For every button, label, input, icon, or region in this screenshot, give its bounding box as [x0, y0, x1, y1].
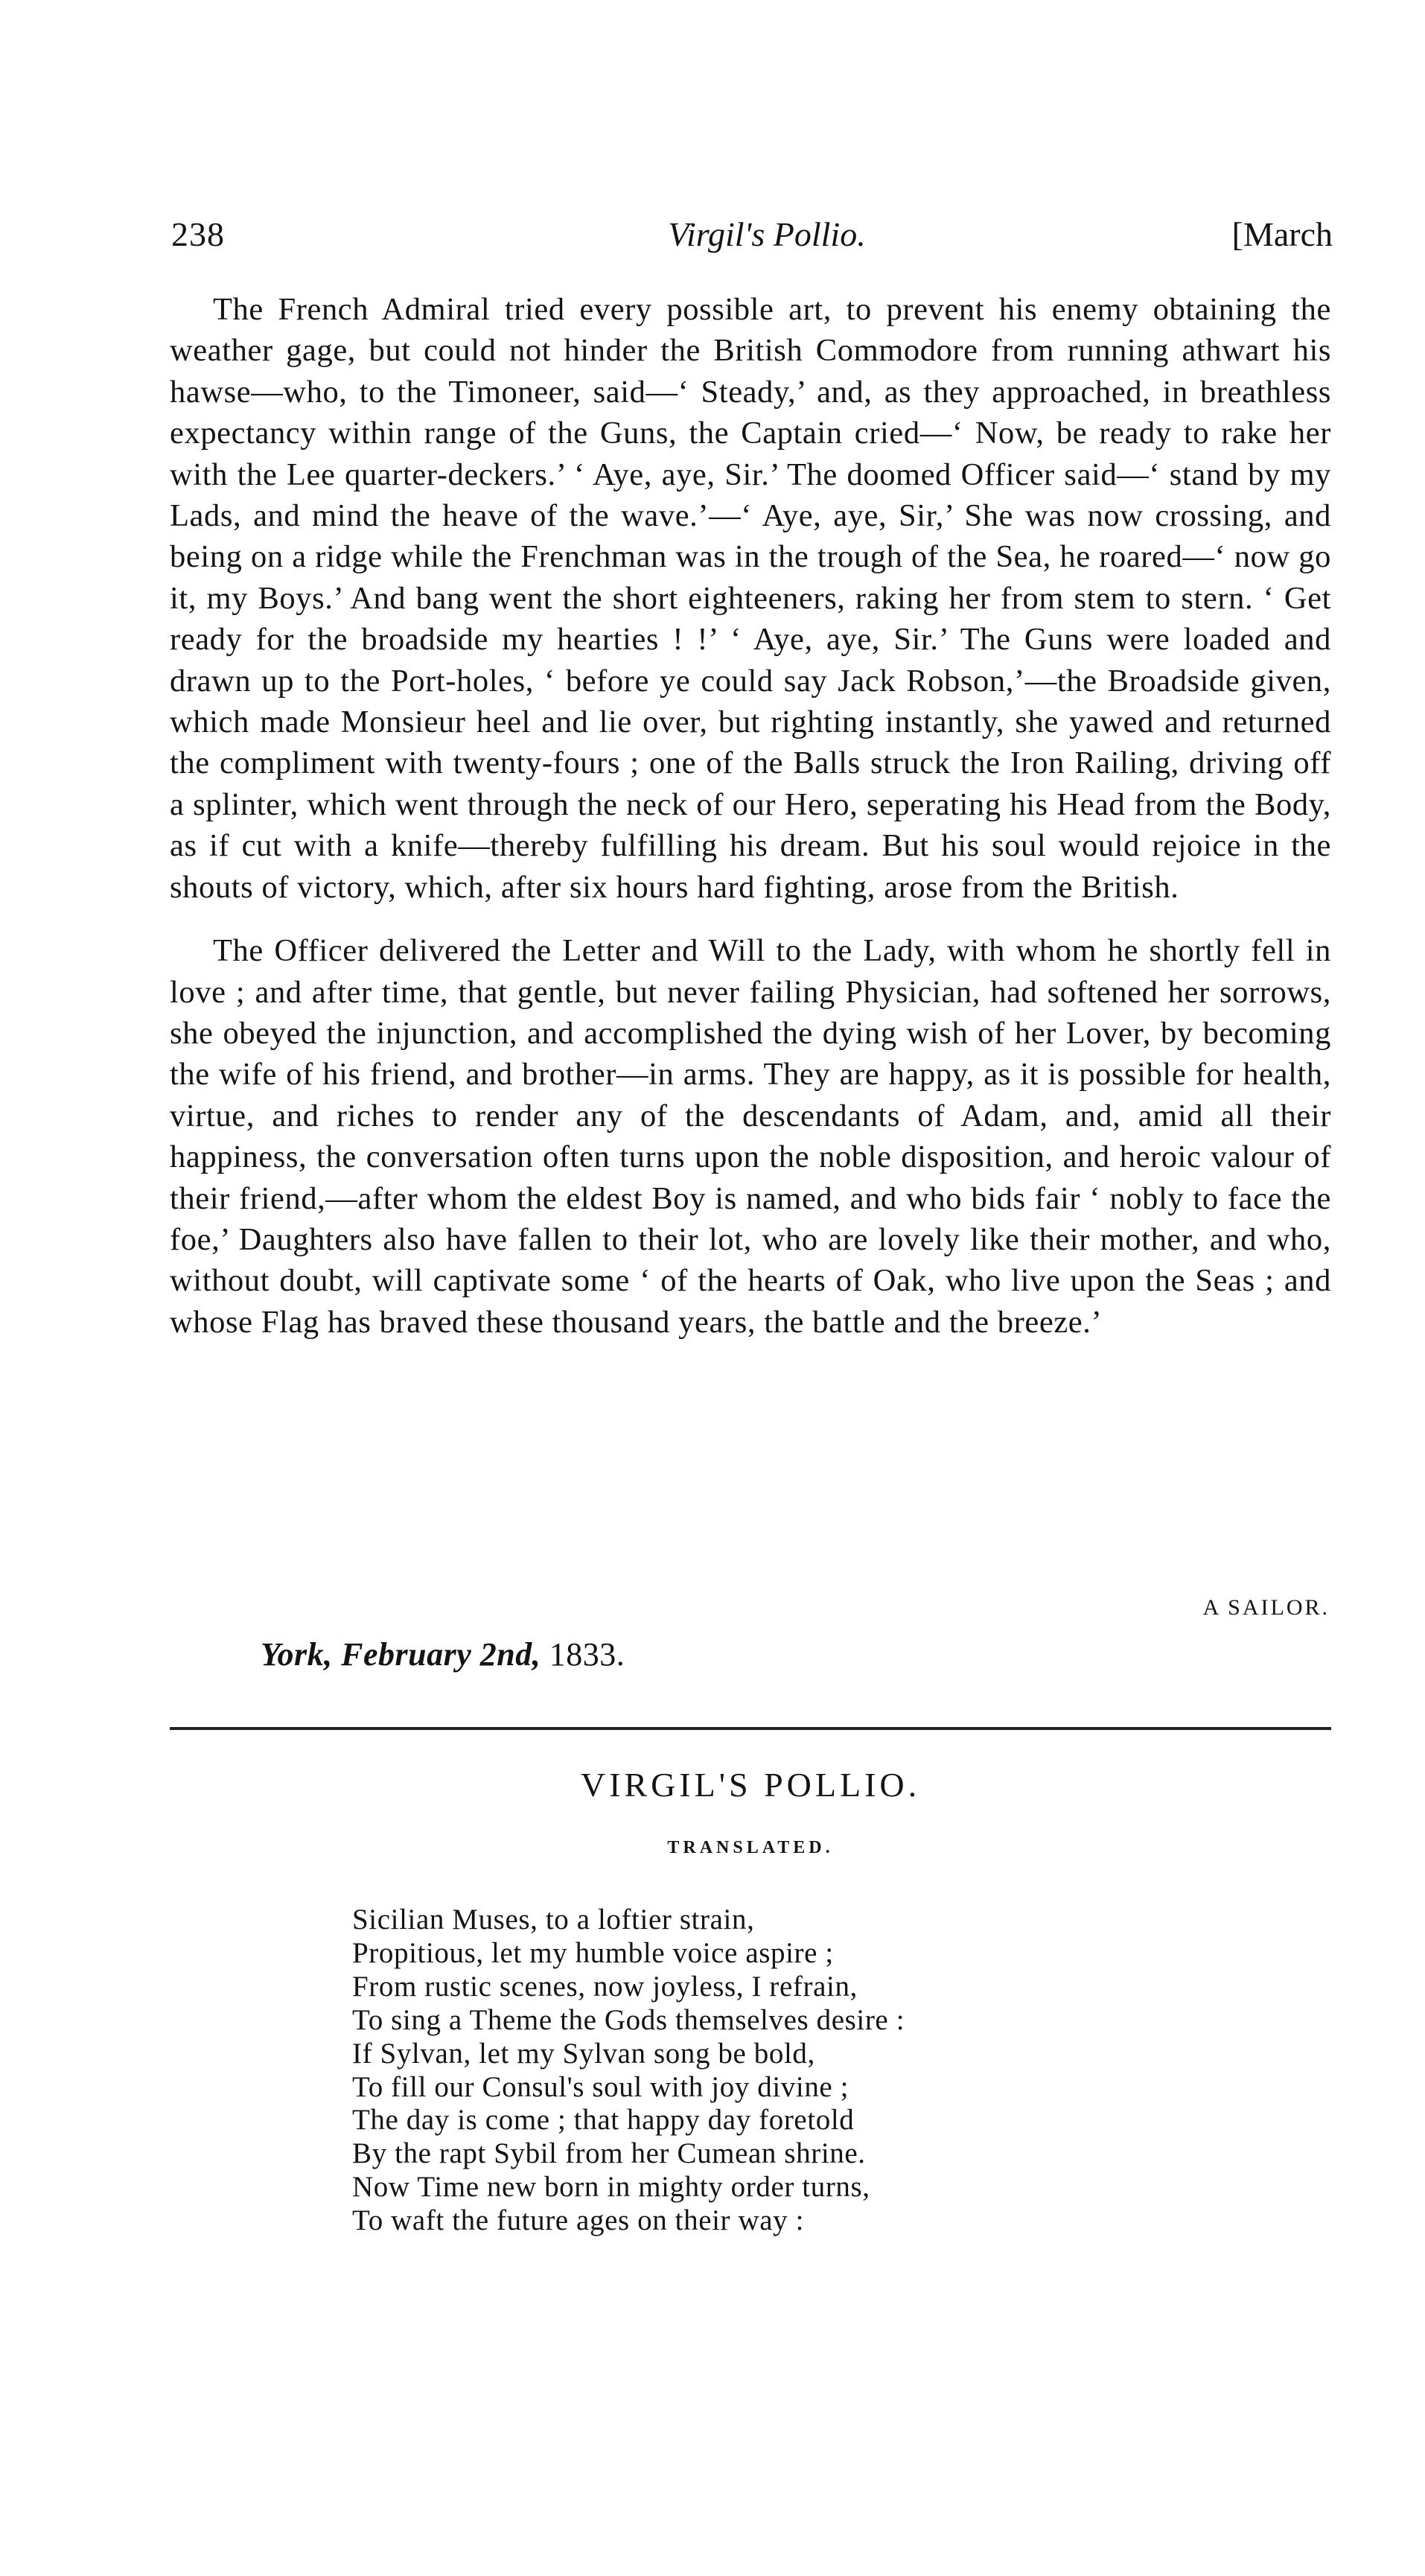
poem-title: VIRGIL'S POLLIO.	[580, 1766, 921, 1804]
running-title: Virgil's Pollio.	[668, 215, 866, 253]
story-text	[170, 289, 1331, 1343]
poem-line: Sicilian Muses, to a loftier strain,	[352, 1904, 755, 1936]
section-divider	[170, 1727, 1331, 1730]
page-number: 238	[171, 215, 225, 253]
poem-line: From rustic scenes, now joyless, I refrain,	[352, 1970, 858, 2003]
poem-line: The day is come ; that happy day foretold	[352, 2104, 855, 2137]
poem-line: To fill our Consul's soul with joy divine ;	[352, 2070, 849, 2103]
poem-line: Propitious, let my humble voice aspire ;	[352, 1936, 834, 1969]
running-month: [March	[1231, 215, 1333, 253]
author-signature: A SAILOR.	[1202, 1595, 1330, 1620]
dateline	[261, 1635, 625, 1673]
dateline-place-date: York, February 2nd,	[261, 1636, 541, 1673]
poem-line: By the rapt Sybil from her Cumean shrine.	[352, 2137, 866, 2170]
poem-stanza	[352, 1904, 1246, 2238]
story-paragraph: The Officer delivered the Letter and Will to the Lady, with whom he shortly fell in love ; and after time, that gentle, but never failing Physician, had softened her sorrows, she obeyed the injunction, and accomplished the dying wish of her Lover, by becoming the wife of his friend, and brother—in arms. They are happy, as it is possible for health, virtue, and riches to render any of the descendants of Adam, and, amid all their happiness, the conversation often turns upon the noble disposition, and heroic valour of their friend,—after whom the eldest Boy is named, and who bids fair ‘ nobly to face the foe,’ Daughters also have fallen to their lot, who are lovely like their mother, and who, without doubt, will captivate some ‘ of the hearts of Oak, who live upon the Seas ; and whose Flag has braved these thousand years, the battle and the breeze.’	[170, 933, 1331, 1340]
poem-subtitle: TRANSLATED.	[667, 1838, 834, 1857]
poem-line: If Sylvan, let my Sylvan song be bold,	[352, 2037, 815, 2070]
story-paragraph: The French Admiral tried every possible art, to prevent his enemy obtaining the weather gage, but could not hinder the British Commodore from running athwart his hawse—who, to the Timoneer, said—‘ Steady,’ and, as they approached, in breathless expectancy within range of the Guns, the Captain cried—‘ Now, be ready to rake her with the Lee quarter-deckers.’ ‘ Aye, aye, Sir.’ The doomed Officer said—‘ stand by my Lads, and mind the heave of the wave.’—‘ Aye, aye, Sir,’ She was now crossing, and being on a ridge while the Frenchman was in the trough of the Sea, he roared—‘ now go it, my Boys.’ And bang went the short eighteeners, raking her from stem to stern. ‘ Get ready for the broadside my hearties ! !’ ‘ Aye, aye, Sir.’ The Guns were loaded and drawn up to the Port-holes, ‘ before ye could say Jack Robson,’—the Broadside given, which made Monsieur heel and lie over, but righting instantly, she yawed and returned the compliment with twenty-fours ; one of the Balls struck the Iron Railing, driving off a splinter, which went through the neck of our Hero, seperating his Head from the Body, as if cut with a knife—thereby fulfilling his dream. But his soul would rejoice in the shouts of victory, which, after six hours hard fighting, arose from the British.	[170, 292, 1331, 905]
poem-line: To waft the future ages on their way :	[352, 2204, 805, 2237]
poem-line: Now Time new born in mighty order turns,	[352, 2171, 870, 2204]
dateline-year: 1833.	[549, 1636, 625, 1673]
running-header	[171, 214, 1333, 259]
poem-line: To sing a Theme the Gods themselves desire :	[352, 2003, 905, 2036]
